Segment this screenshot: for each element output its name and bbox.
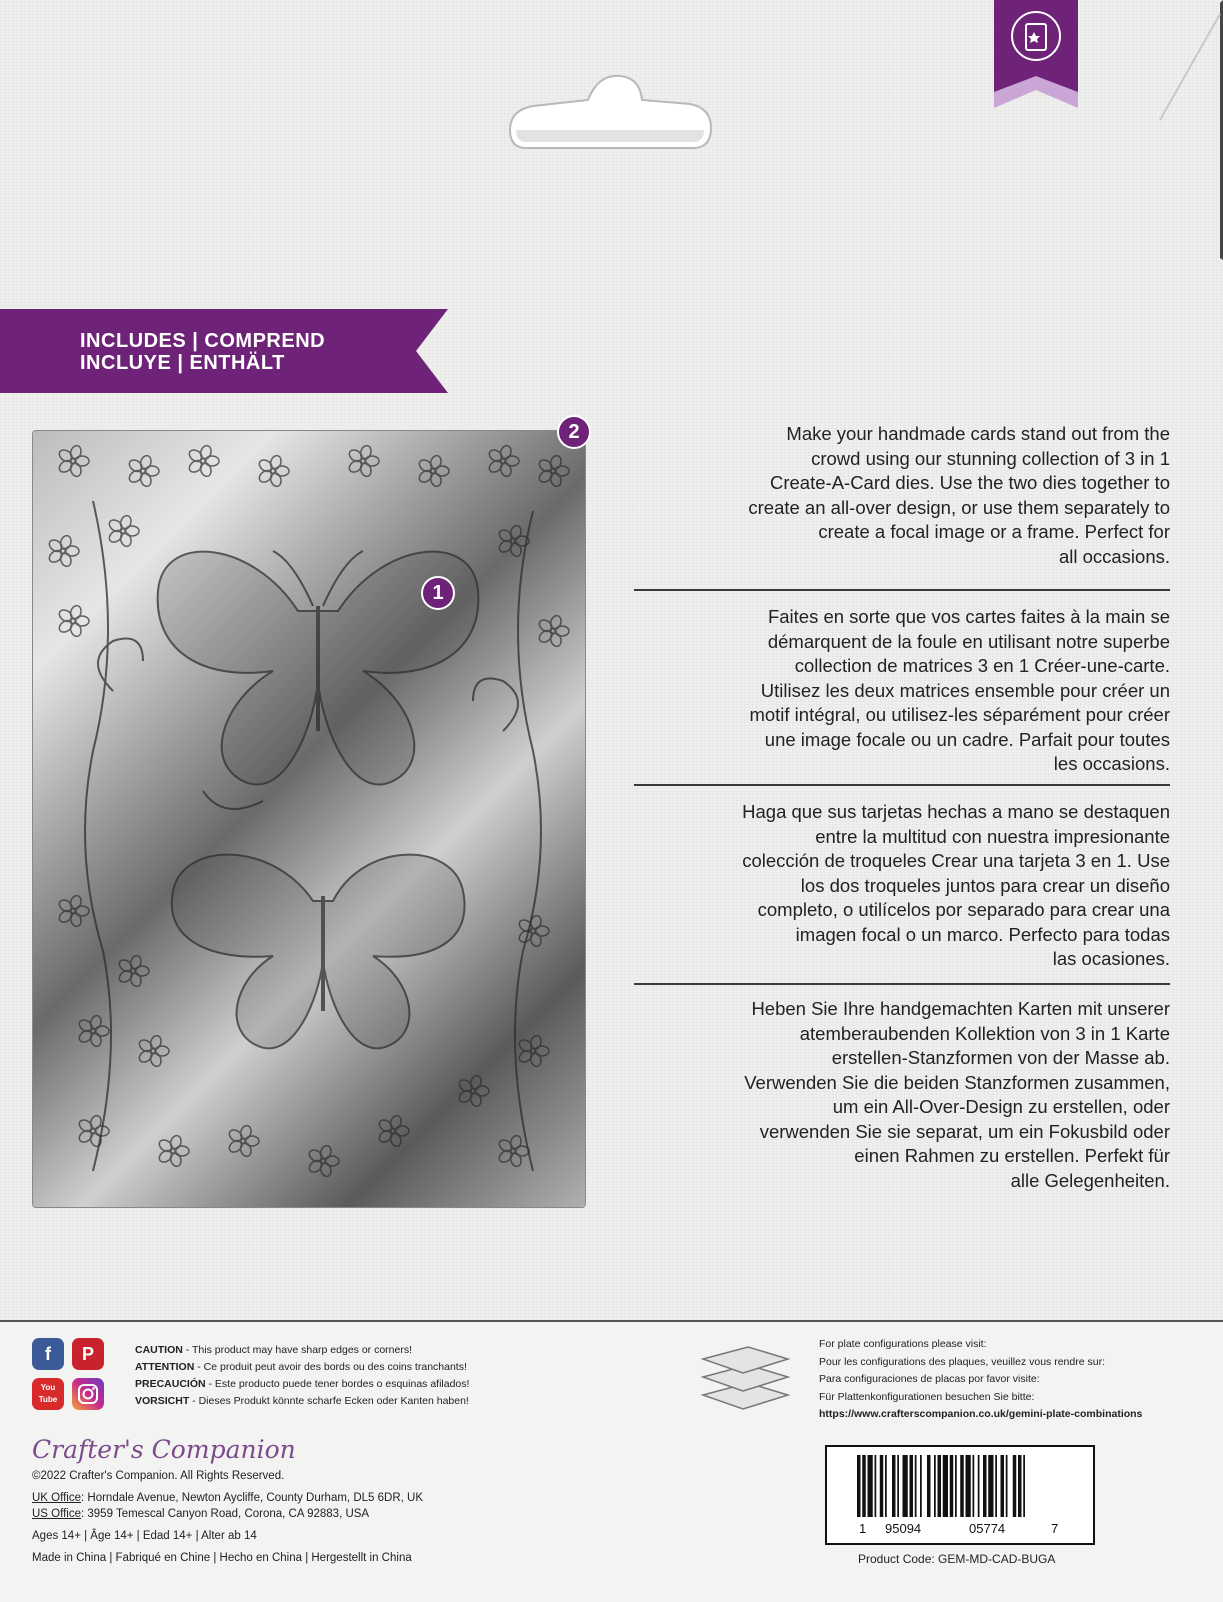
divider <box>634 784 1170 786</box>
description-line: Utilisez les deux matrices ensemble pour créer un <box>760 679 1170 701</box>
includes-banner-text <box>80 330 325 374</box>
description-english <box>625 422 1170 569</box>
barcode-digits: 05774 <box>969 1521 1006 1536</box>
uk-office <box>32 1492 423 1504</box>
plate-stack-icon <box>693 1337 793 1417</box>
uk-office-label: UK Office <box>32 1492 81 1504</box>
age-rating: Ages 14+ | Âge 14+ | Edad 14+ | Alter ab 14 <box>32 1530 257 1542</box>
description-line: Haga que sus tarjetas hechas a mano se destaquen <box>742 801 1170 822</box>
description-line: crowd using our stunning collection of 3 in 1 <box>811 447 1170 469</box>
description-line: create an all-over design, or use them separately to <box>748 496 1170 518</box>
caution-text: - This product may have sharp edges or corners! <box>182 1344 413 1356</box>
instagram-icon[interactable] <box>72 1378 104 1410</box>
description-line: Verwenden Sie die beiden Stanzformen zusammen, <box>744 1071 1170 1093</box>
ribbon-tag <box>994 0 1078 108</box>
description-line: einen Rahmen zu erstellen. Perfekt für <box>854 1145 1170 1166</box>
caution-label: VORSICHT <box>135 1395 190 1407</box>
youtube-icon[interactable]: You Tube <box>32 1378 64 1410</box>
caution-label: CAUTION <box>135 1344 183 1356</box>
corner-fold <box>1120 0 1223 260</box>
divider <box>634 589 1170 591</box>
description-line: collection de matrices 3 en 1 Créer-une-carte. <box>794 655 1170 676</box>
description-line: les occasions. <box>1053 753 1170 774</box>
hang-hole <box>508 70 713 156</box>
description-line: une image focale ou un cadre. Parfait pour toutes <box>764 728 1170 750</box>
caution-label: ATTENTION <box>135 1361 195 1373</box>
description-line: Heben Sie Ihre handgemachten Karten mit unserer <box>751 998 1170 1019</box>
uk-office-address: : Horndale Avenue, Newton Aycliffe, County Durham, DL5 6DR, UK <box>81 1492 423 1504</box>
plate-config-info <box>819 1336 1142 1424</box>
description-line: all occasions. <box>1058 545 1170 567</box>
description-line: motif intégral, ou utilisez-les séparément pour créer <box>749 704 1170 725</box>
description-spanish <box>625 800 1170 972</box>
description-line: entre la multitud con nuestra impresionante <box>815 825 1170 847</box>
product-code: Product Code: GEM-MD-CAD-BUGA <box>858 1552 1056 1566</box>
description-line: Create-A-Card dies. Use the two dies together to <box>770 472 1170 493</box>
made-in: Made in China | Fabriqué en Chine | Hecho en China | Hergestellt in China <box>32 1552 412 1564</box>
caution-text: - Dieses Produkt könnte scharfe Ecken oder Kanten haben! <box>189 1395 469 1407</box>
banner-line-1: INCLUDES | COMPREND <box>80 330 326 352</box>
barcode-digit: 7 <box>1051 1521 1059 1536</box>
social-icons <box>32 1338 110 1416</box>
divider <box>634 983 1170 985</box>
plate-config-link[interactable]: https://www.crafterscompanion.co.uk/gemini-plate-combinations <box>819 1408 1143 1420</box>
description-line: Faites en sorte que vos cartes faites à la main se <box>767 606 1170 627</box>
plate-config-line: Für Plattenkonfigurationen besuchen Sie bitte: <box>819 1390 1035 1403</box>
us-office <box>32 1508 369 1520</box>
die-plate-image <box>33 431 585 1207</box>
plate-config-line: For plate configurations please visit: <box>819 1338 987 1350</box>
description-line: erstellen-Stanzformen von der Masse ab. <box>831 1047 1170 1068</box>
butterfly-die-art <box>33 431 585 1207</box>
description-line: los dos troqueles juntos para crear un diseño <box>800 874 1170 896</box>
banner-line-2: INCLUYE | ENTHÄLT <box>80 352 285 374</box>
caution-text: - Este producto puede tener bordes o esquinas afilados! <box>205 1378 470 1390</box>
description-line: atemberaubenden Kollektion von 3 in 1 Karte <box>799 1022 1170 1044</box>
description-line: colección de troqueles Crear una tarjeta 3 en 1. Use <box>742 850 1170 871</box>
facebook-icon[interactable]: f <box>32 1338 64 1370</box>
barcode <box>825 1445 1095 1545</box>
description-line: las ocasiones. <box>1052 948 1170 969</box>
description-line: alle Gelegenheiten. <box>1010 1169 1170 1191</box>
description-french <box>625 605 1170 777</box>
caution-text: - Ce produit peut avoir des bords ou des coins tranchants! <box>194 1361 467 1373</box>
description-line: imagen focal o un marco. Perfecto para todas <box>795 923 1170 945</box>
description-line: um ein All-Over-Design zu erstellen, oder <box>832 1096 1170 1117</box>
description-line: démarquent de la foule en utilisant notre superbe <box>767 630 1170 652</box>
plate-config-line: Para configuraciones de placas por favor visite: <box>819 1373 1040 1385</box>
us-office-label: US Office <box>32 1508 81 1520</box>
caution-block <box>135 1342 469 1410</box>
brand-logo: Crafter's Companion <box>32 1435 296 1464</box>
barcode-digit: 1 <box>859 1521 867 1536</box>
description-line: verwenden Sie sie separat, um ein Fokusbild oder <box>759 1120 1170 1142</box>
marker-2: 2 <box>557 415 591 449</box>
us-office-address: : 3959 Temescal Canyon Road, Corona, CA 92883, USA <box>81 1508 370 1520</box>
pinterest-icon[interactable]: P <box>72 1338 104 1370</box>
description-line: create a focal image or a frame. Perfect for <box>818 521 1170 542</box>
description-line: Make your handmade cards stand out from the <box>786 423 1170 444</box>
description-line: completo, o utilícelos por separado para crear una <box>757 899 1170 920</box>
caution-label: PRECAUCIÓN <box>135 1378 206 1390</box>
marker-1: 1 <box>421 576 455 610</box>
plate-config-line: Pour les configurations des plaques, veuillez vous rendre sur: <box>819 1355 1105 1368</box>
description-german <box>625 997 1170 1193</box>
copyright: ©2022 Crafter's Companion. All Rights Reserved. <box>32 1470 285 1482</box>
barcode-digits: 95094 <box>885 1521 922 1536</box>
